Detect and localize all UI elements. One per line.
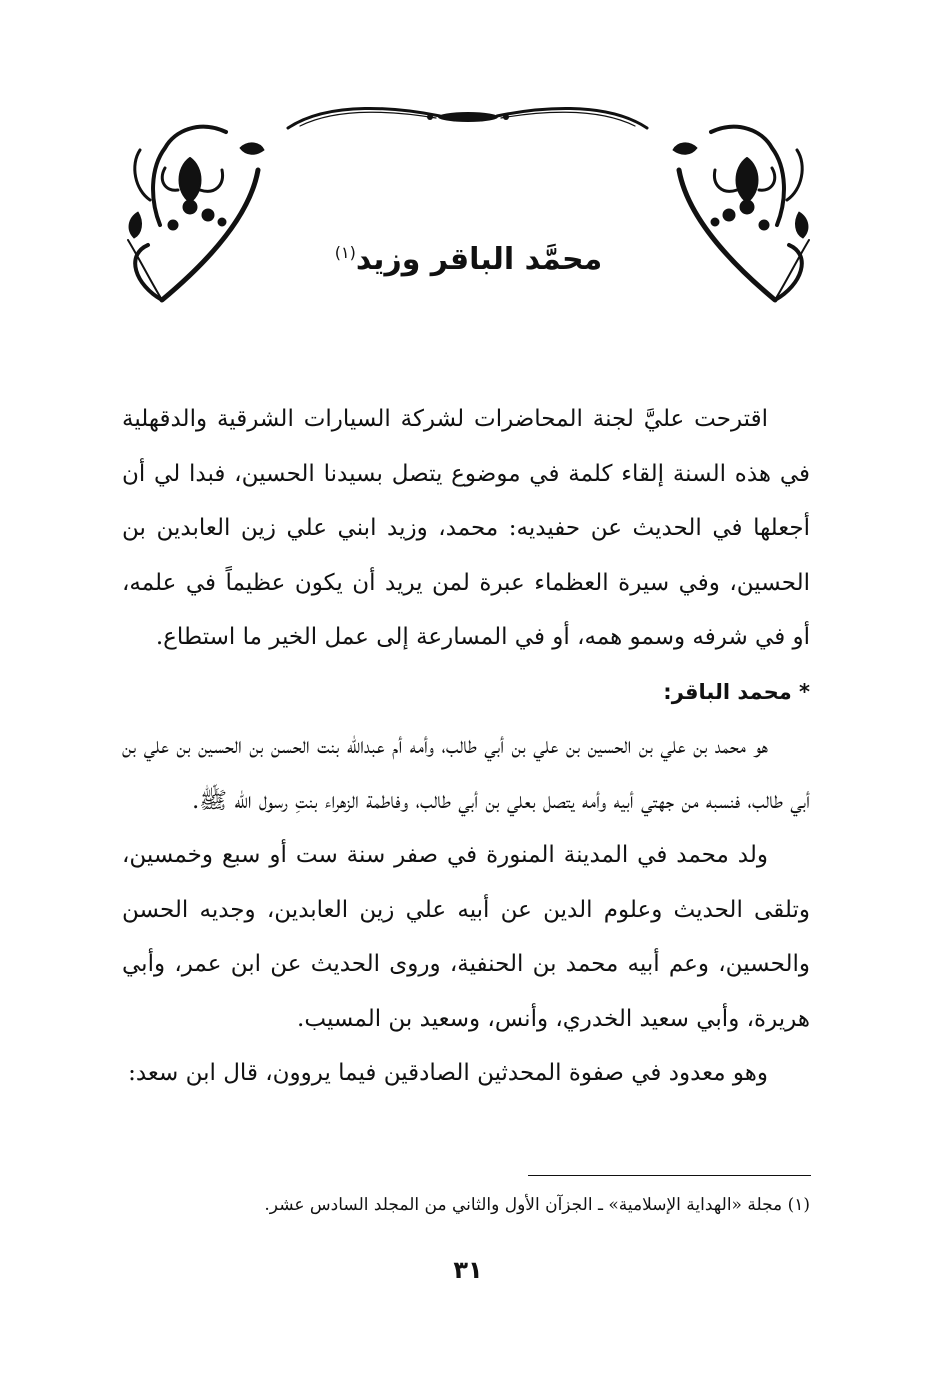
footnote: (١) مجلة «الهداية الإسلامية» ـ الجزآن الأول والثاني من المجلد السادس عشر. xyxy=(264,1195,810,1215)
page-number: ٣١ xyxy=(453,1256,483,1284)
section-paragraph: ولد محمد في المدينة المنورة في صفر سنة ست أو سبع وخمسين، وتلقى الحديث وعلوم الدين عن أبيه علي زين العابدين، وجديه الحسن والحسين، وعم أبيه محمد بن الحنفية، وروى الحديث عن ابن عمر، وأبي هريرة، وأبي سعيد الخدري، وأنس، وسعيد بن المسيب. xyxy=(122,842,810,1032)
chapter-title-text: محمَّد الباقر وزيد xyxy=(355,242,603,277)
title-footnote-marker: (١) xyxy=(334,243,356,262)
top-swash-ornament xyxy=(288,108,647,128)
section-paragraph: وهو معدود في صفوة المحدثين الصادقين فيما يروون، قال ابن سعد: xyxy=(128,1060,768,1086)
main-body-text xyxy=(122,392,810,1101)
section-heading: * محمد الباقر: xyxy=(663,679,810,704)
chapter-title xyxy=(250,228,687,285)
left-floral-corner-ornament xyxy=(128,127,264,300)
footnote-divider xyxy=(528,1175,811,1176)
intro-paragraph: اقترحت عليَّ لجنة المحاضرات لشركة السيارات الشرقية والدقهلية في هذه السنة إلقاء كلمة في موضوع يتصل بسيدنا الحسين، فبدا لي أن أجعلها في الحديث عن حفيديه: محمد، وزيد ابني علي زين العابدين بن الحسين، وفي سيرة العظماء عبرة لمن يريد أن يكون عظيماً في علمه، أو في شرفه وسمو همه، أو في المسارعة إلى عمل الخير ما استطاع. xyxy=(122,406,810,650)
section-paragraph: هو محمد بن علي بن الحسين بن علي بن أبي طالب، وأمه أم عبدالله بنت الحسن بن الحسين بن علي بن أبي طالب، فنسبه من جهتي أبيه وأمه يتصل بعلي بن أبي طالب، وفاطمة الزهراء بنتِ رسول الله ﷺ. xyxy=(122,733,810,814)
right-floral-corner-ornament xyxy=(673,127,809,300)
